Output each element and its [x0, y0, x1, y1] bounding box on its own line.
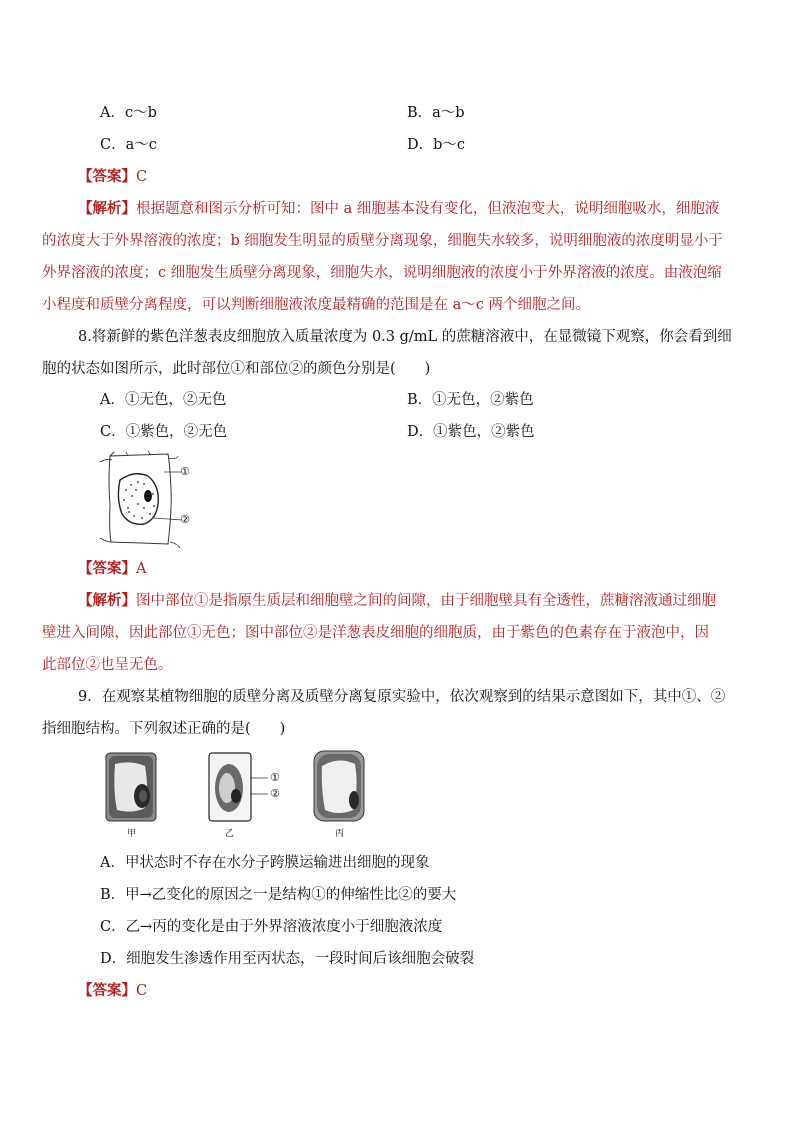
- q9-label-2: ②: [270, 787, 280, 800]
- q7-answer: [78, 167, 147, 187]
- q9-option-d: D．细胞发生渗透作用至丙状态，一段时间后该细胞会破裂: [100, 951, 475, 967]
- q8-label-1: ①: [180, 465, 190, 478]
- q7-analysis-line-4: 小程度和质壁分离程度，可以判断细胞液浓度最精确的范围是在 a～c 两个细胞之间。: [42, 297, 590, 313]
- q9-option-a: A．甲状态时不存在水分子跨膜运输进出细胞的现象: [100, 855, 430, 871]
- answer-value: C: [136, 983, 148, 999]
- q8-analysis-line-2: 壁进入间隙，因此部位①无色；图中部位②是洋葱表皮细胞的细胞质，由于紫色的色素存在于液泡中，因: [42, 625, 709, 641]
- cell-micrograph-bing: [313, 750, 365, 822]
- q9-label-1: ①: [270, 771, 280, 784]
- caption-yi: 乙: [225, 829, 235, 839]
- analysis-tag: 【解析】: [78, 592, 136, 609]
- q7-analysis-line-1: 【解析】根据题意和图示分析可知：图中 a 细胞基本没有变化，但液泡变大，说明细胞吸水，细胞液: [78, 200, 720, 217]
- q9-micrograph-figure: [100, 750, 370, 845]
- plasmolysis-cell-diagram: [98, 450, 208, 550]
- q9-stem-line-1: 9．在观察某植物细胞的质壁分离及质壁分离复原实验中，依次观察到的结果示意图如下，其中①、②: [78, 689, 726, 705]
- q9-stem-line-2: 指细胞结构。下列叙述正确的是( ): [42, 721, 286, 737]
- q8-option-d: D．①紫色，②紫色: [407, 424, 535, 440]
- q8-option-c: C．①紫色，②无色: [100, 424, 228, 440]
- q7-option-a: A．c～b: [100, 105, 157, 121]
- q8-stem-line-2: 胞的状态如图所示，此时部位①和部位②的颜色分别是( ): [42, 361, 431, 377]
- q7-option-b: B．a～b: [407, 105, 465, 121]
- answer-value: A: [136, 561, 147, 577]
- answer-value: C: [136, 169, 148, 185]
- q9-option-c: C．乙→丙的变化是由于外界溶液浓度小于细胞液浓度: [100, 919, 443, 935]
- q8-cell-figure: [98, 450, 208, 550]
- q8-stem-line-1: 8.将新鲜的紫色洋葱表皮细胞放入质量浓度为 0.3 g/mL 的蔗糖溶液中，在显微镜下观察，你会看到细: [78, 329, 732, 345]
- q9-option-b: B．甲→乙变化的原因之一是结构①的伸缩性比②的要大: [100, 887, 457, 903]
- caption-jia: 甲: [127, 829, 137, 839]
- q7-option-c: C．a～c: [100, 137, 157, 153]
- q9-answer: [78, 981, 147, 1001]
- analysis-tag: 【解析】: [78, 200, 136, 217]
- q8-answer: [78, 559, 146, 579]
- answer-tag: 【答案】: [78, 982, 136, 999]
- q8-option-a: A．①无色，②无色: [100, 392, 227, 408]
- caption-bing: 丙: [335, 829, 345, 839]
- leader-lines: [250, 772, 270, 802]
- q8-option-b: B．①无色，②紫色: [407, 392, 534, 408]
- q8-analysis-line-3: 此部位②也呈无色。: [42, 657, 173, 673]
- q7-analysis-line-3: 外界溶液的浓度；c 细胞发生质壁分离现象，细胞失水，说明细胞液的浓度小于外界溶液的浓度。由液泡缩: [42, 265, 722, 281]
- answer-tag: 【答案】: [78, 560, 136, 577]
- cell-micrograph-jia: [105, 752, 157, 822]
- cell-micrograph-yi: [208, 752, 252, 822]
- answer-tag: 【答案】: [78, 168, 136, 185]
- q8-label-2: ②: [180, 513, 190, 526]
- q7-analysis-line-2: 的浓度大于外界溶液的浓度；b 细胞发生明显的质壁分离现象，细胞失水较多，说明细胞液的浓度明显小于: [42, 233, 723, 249]
- q8-analysis-line-1: 【解析】图中部位①是指原生质层和细胞壁之间的间隙，由于细胞壁具有全透性，蔗糖溶液通过细胞: [78, 592, 716, 609]
- q7-option-d: D．b～c: [407, 137, 466, 153]
